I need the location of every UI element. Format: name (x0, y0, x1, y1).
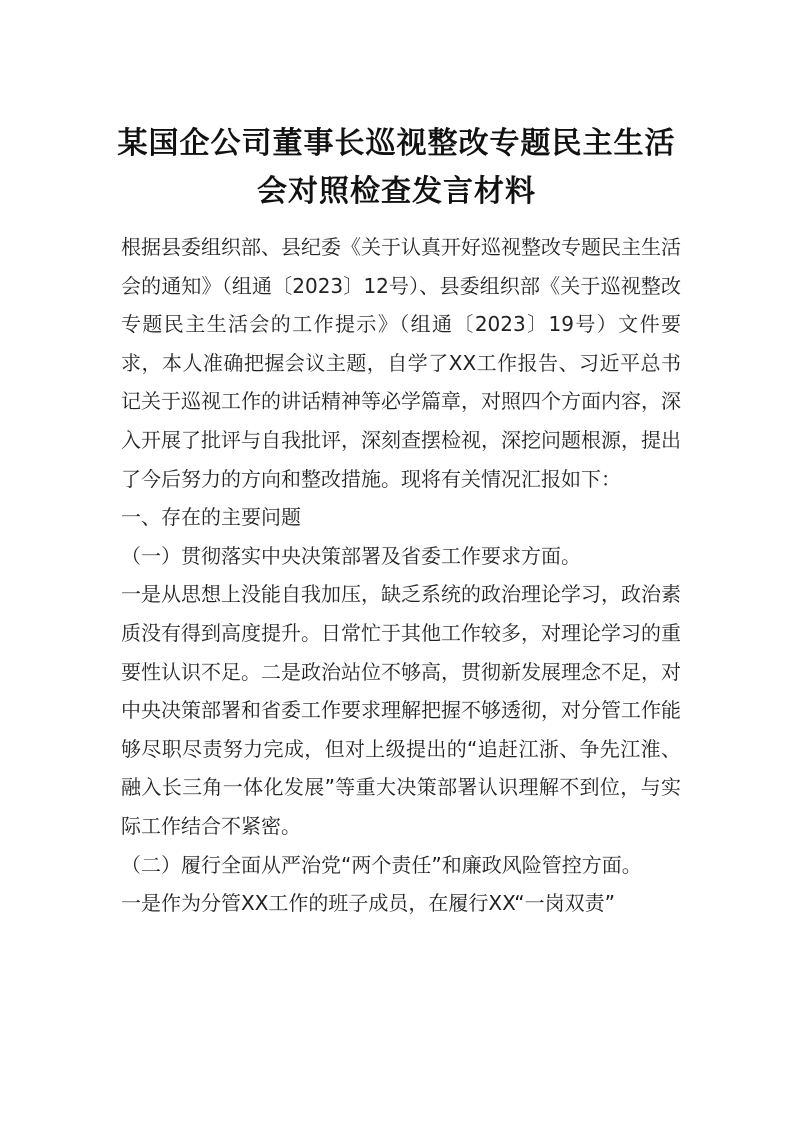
section-heading-main-problems: 一、存在的主要问题 (121, 505, 301, 530)
subsection-heading-1: （一）贯彻落实中央决策部署及省委工作要求方面。 (121, 543, 581, 568)
intro-paragraph: 根据县委组织部、县纪委《关于认真开好巡视整改专题民主生活会的通知》（组通〔2023〕12号）、县委组织部《关于巡视整改专题民主生活会的工作提示》（组通〔2023〕19号）文件要求，本人准确把握会议主题，自学了XX工作报告、习近平总书记关于巡视工作的讲话精神等必学篇章，对照四个方面内容，深入开展了批评与自我批评，深刻查摆检视，深挖问题根源，提出了今后努力的方向和整改措施。现将有关情况汇报如下： (121, 235, 681, 491)
document-title-line-2: 会对照检查发言材料 (257, 174, 536, 209)
document-body (121, 228, 681, 923)
document-title-line-1: 某国企公司董事长巡视整改专题民主生活 (117, 126, 676, 161)
subsection-1-paragraph: 一是从思想上没能自我加压，缺乏系统的政治理论学习，政治素质没有得到高度提升。日常忙于其他工作较多，对理论学习的重要性认识不足。二是政治站位不够高，贯彻新发展理念不足，对中央决策部署和省委工作要求理解把握不够透彻，对分管工作能够尽职尽责努力完成，但对上级提出的“追赶江浙、争先江淮、融入长三角一体化发展”等重大决策部署认识理解不到位，与实际工作结合不紧密。 (121, 582, 681, 838)
subsection-heading-2: （二）履行全面从严治党“两个责任”和廉政风险管控方面。 (121, 852, 642, 877)
subsection-2-paragraph: 一是作为分管XX工作的班子成员，在履行XX“一岗双责” (121, 891, 615, 916)
